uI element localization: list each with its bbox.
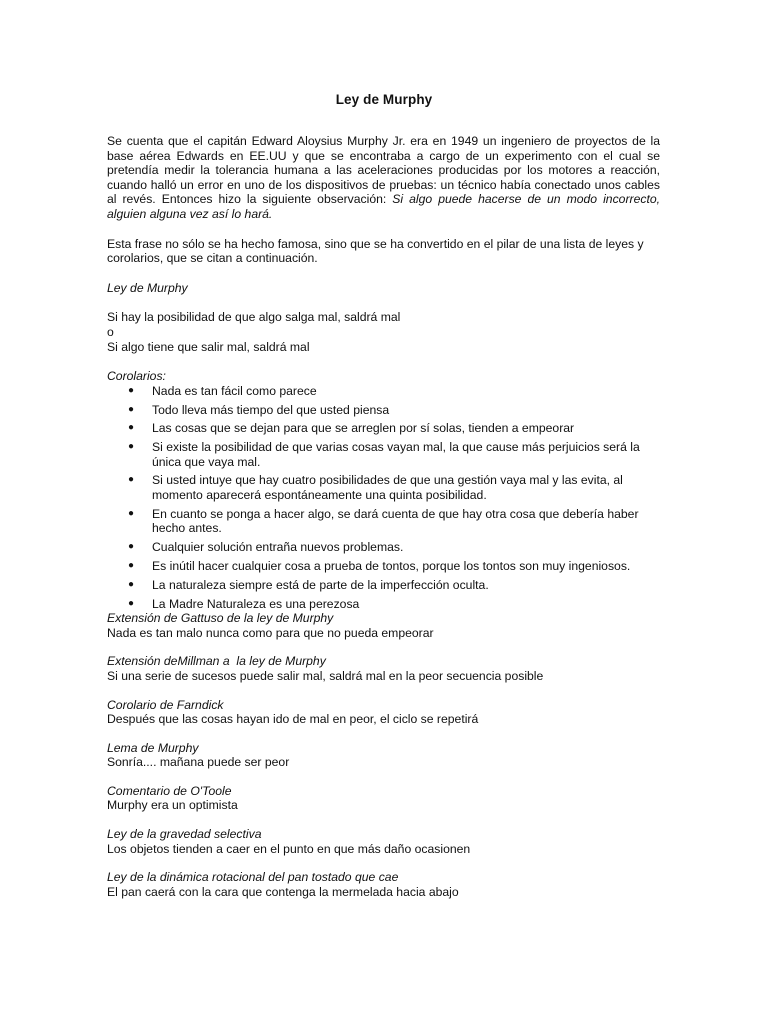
section-pan-tostado [107,870,660,899]
section-heading: Ley de la gravedad selectiva [107,827,262,842]
section-text: Después que las cosas hayan ido de mal en peor, el ciclo se repetirá [107,712,479,727]
bullet-icon: ● [128,422,135,434]
list-item: ● Si usted intuye que hay cuatro posibilidades de que una gestión vaya mal y las evita, al momento aparecerá espontáneamente una quinta posibilidad. [128,473,623,503]
intro-paragraph [107,134,660,222]
bullet-icon: ● [128,559,135,571]
murphy-quote: Si algo puede hacerse de un modo incorrecto, alguien alguna vez así lo hará. [107,192,660,221]
bullet-icon: ● [128,597,135,609]
section-text: Sonría.... mañana puede ser peor [107,755,290,770]
bullet-icon: ● [128,578,135,590]
page-title: Ley de Murphy [335,92,433,107]
section-otoole [107,784,660,813]
section-gravedad [107,827,660,856]
section-farndick [107,698,660,727]
list-item: ● Todo lleva más tiempo del que usted piensa [128,402,390,417]
corollaries-heading: Corolarios: [107,369,166,384]
bullet-icon: ● [128,384,135,396]
section-heading: Lema de Murphy [107,740,199,755]
list-item: ● En cuanto se ponga a hacer algo, se dará cuenta de que hay otra cosa que debería haber hecho antes. [128,506,639,536]
law-statement-2: Si algo tiene que salir mal, saldrá mal [107,339,310,354]
section-heading: Comentario de O'Toole [107,783,232,798]
section-heading: Corolario de Farndick [107,697,224,712]
intro-text: Se cuenta que el capitán Edward Aloysius Murphy Jr. era en 1949 un ingeniero de proyectos de la base aérea Edwards en EE.UU y que se encontraba a cargo de un experimento con el cual se pretendía medir la tolerancia humana a las aceleraciones producidas por los motores a reacción, cuando halló un error en uno de los dispositivos de pruebas: un técnico había conectado unos cables al revés. Entonces hizo la siguiente observación: [107,134,660,207]
section-text: Si una serie de sucesos puede salir mal, saldrá mal en la peor secuencia posible [107,668,544,683]
list-item: ● Nada es tan fácil como parece [128,383,317,398]
section-text: El pan caerá con la cara que contenga la mermelada hacia abajo [107,884,459,899]
bullet-icon: ● [128,403,135,415]
section-millman [107,654,660,683]
list-item: ● Si existe la posibilidad de que varias cosas vayan mal, la que cause más perjuicios será la única que vaya mal. [128,440,640,469]
list-item: ● Cualquier solución entraña nuevos problemas. [128,540,404,555]
bullet-icon: ● [128,507,135,519]
intro-paragraph-2: Esta frase no sólo se ha hecho famosa, sino que se ha convertido en el pilar de una lista de leyes y corolarios, que se citan a continuación. [107,236,644,266]
law-or: o [107,324,114,339]
section-heading: Extensión deMillman a la ley de Murphy [107,654,326,669]
section-heading: Extensión de Gattuso de la ley de Murphy [107,611,334,626]
law-statement-1: Si hay la posibilidad de que algo salga mal, saldrá mal [107,310,401,325]
list-item: ● Las cosas que se dejan para que se arreglen por sí solas, tienden a empeorar [128,421,575,436]
section-text: Nada es tan malo nunca como para que no pueda empeorar [107,625,434,640]
list-item: ● La Madre Naturaleza es una perezosa [128,596,360,611]
section-text: Murphy era un optimista [107,798,238,813]
law-heading: Ley de Murphy [107,280,188,295]
bullet-icon: ● [128,541,135,553]
bullet-icon: ● [128,441,135,453]
section-text: Los objetos tienden a caer en el punto en que más daño ocasionen [107,841,471,856]
list-item: ● Es inútil hacer cualquier cosa a prueba de tontos, porque los tontos son muy ingeniosos. [128,558,631,573]
document-body [107,134,660,899]
section-heading: Ley de la dinámica rotacional del pan tostado que cae [107,870,399,885]
section-lema [107,741,660,770]
bullet-icon: ● [128,474,135,486]
list-item: ● La naturaleza siempre está de parte de la imperfección oculta. [128,577,489,592]
corollaries-list [107,384,660,611]
section-gattuso [107,611,660,640]
